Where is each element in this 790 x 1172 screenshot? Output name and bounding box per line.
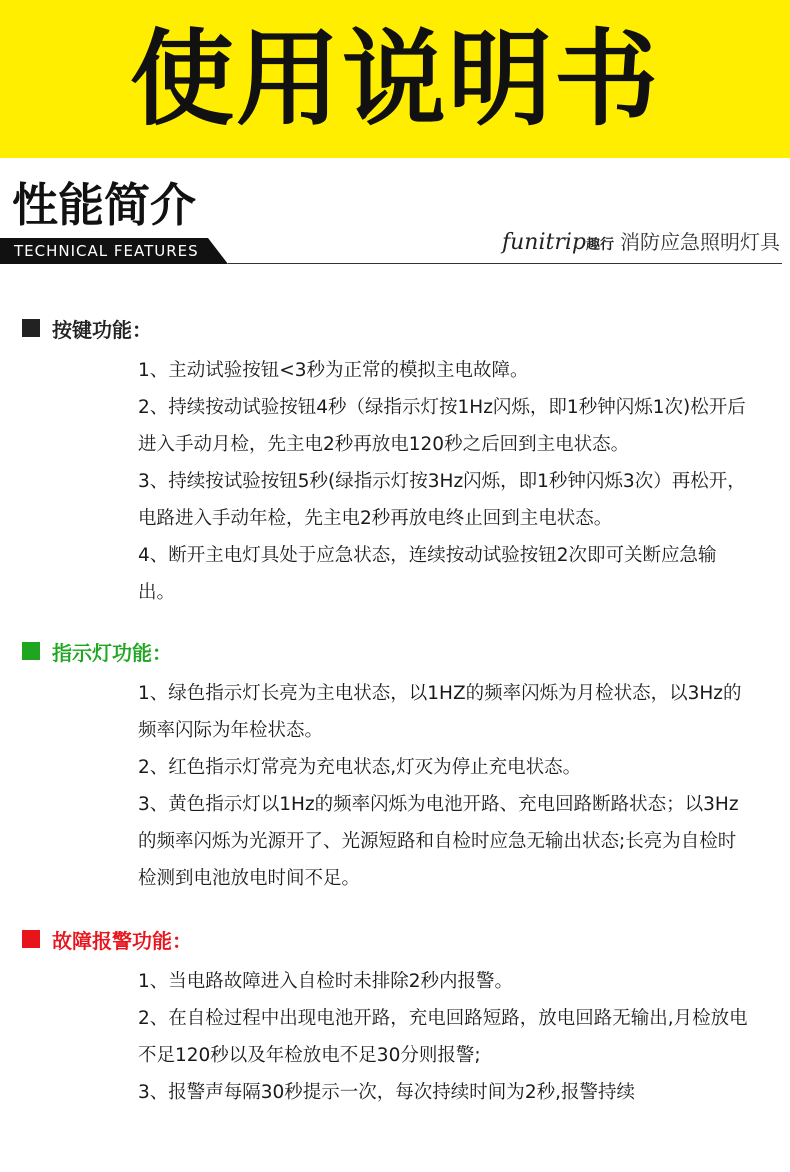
list-item: 2、红色指示灯常亮为充电状态,灯灭为停止充电状态。 <box>138 757 582 778</box>
list-item: 2、在自检过程中出现电池开路，充电回路短路，放电回路无输出,月检放电不足120秒以及年检放电不足30分则报警; <box>138 1008 748 1066</box>
brand-logo: funitrip <box>502 230 586 255</box>
title-banner <box>0 0 790 158</box>
list-item: 1、当电路故障进入自检时未排除2秒内报警。 <box>138 971 514 992</box>
brand-chinese: 趣行 <box>586 237 614 253</box>
product-name: 消防应急照明灯具 <box>620 230 780 254</box>
item-list <box>138 675 748 897</box>
fault-alarm-group <box>22 921 782 1111</box>
features-content <box>22 310 782 1129</box>
indicator-functions-group <box>22 633 782 897</box>
list-item: 2、持续按动试验按钮4秒（绿指示灯按1Hz闪烁，即1秒钟闪烁1次)松开后进入手动月检，先主电2秒再放电120秒之后回到主电状态。 <box>138 397 746 455</box>
section-title: 性能简介 <box>12 178 196 232</box>
list-item: 4、断开主电灯具处于应急状态，连续按动试验按钮2次即可关断应急输出。 <box>138 545 717 603</box>
group-title-text: 按键功能： <box>52 317 152 342</box>
group-title-text: 指示灯功能： <box>52 640 172 665</box>
group-title <box>22 921 782 957</box>
header-divider <box>228 263 782 264</box>
section-subtitle: TECHNICAL FEATURES <box>14 242 199 260</box>
group-title <box>22 310 782 346</box>
list-item: 1、主动试验按钮<3秒为正常的模拟主电故障。 <box>138 360 529 381</box>
square-bullet-icon <box>22 642 40 660</box>
section-header <box>0 170 790 270</box>
group-title <box>22 633 782 669</box>
list-item: 3、报警声每隔30秒提示一次，每次持续时间为2秒,报警持续 <box>138 1082 635 1103</box>
group-title-text: 故障报警功能： <box>52 928 192 953</box>
list-item: 3、黄色指示灯以1Hz的频率闪烁为电池开路、充电回路断路状态；以3Hz的频率闪烁为光源开了、光源短路和自检时应急无输出状态;长亮为自检时检测到电池放电时间不足。 <box>138 794 739 889</box>
button-functions-group <box>22 310 782 611</box>
item-list <box>138 963 748 1111</box>
list-item: 3、持续按试验按钮5秒(绿指示灯按3Hz闪烁，即1秒钟闪烁3次）再松开，电路进入手动年检，先主电2秒再放电终止回到主电状态。 <box>138 471 746 529</box>
square-bullet-icon <box>22 319 40 337</box>
list-item: 1、绿色指示灯长亮为主电状态，以1HZ的频率闪烁为月检状态，以3Hz的频率闪际为年检状态。 <box>138 683 742 741</box>
brand-block <box>502 226 780 255</box>
item-list <box>138 352 748 611</box>
manual-title: 使用说明书 <box>129 18 660 140</box>
square-bullet-icon <box>22 930 40 948</box>
